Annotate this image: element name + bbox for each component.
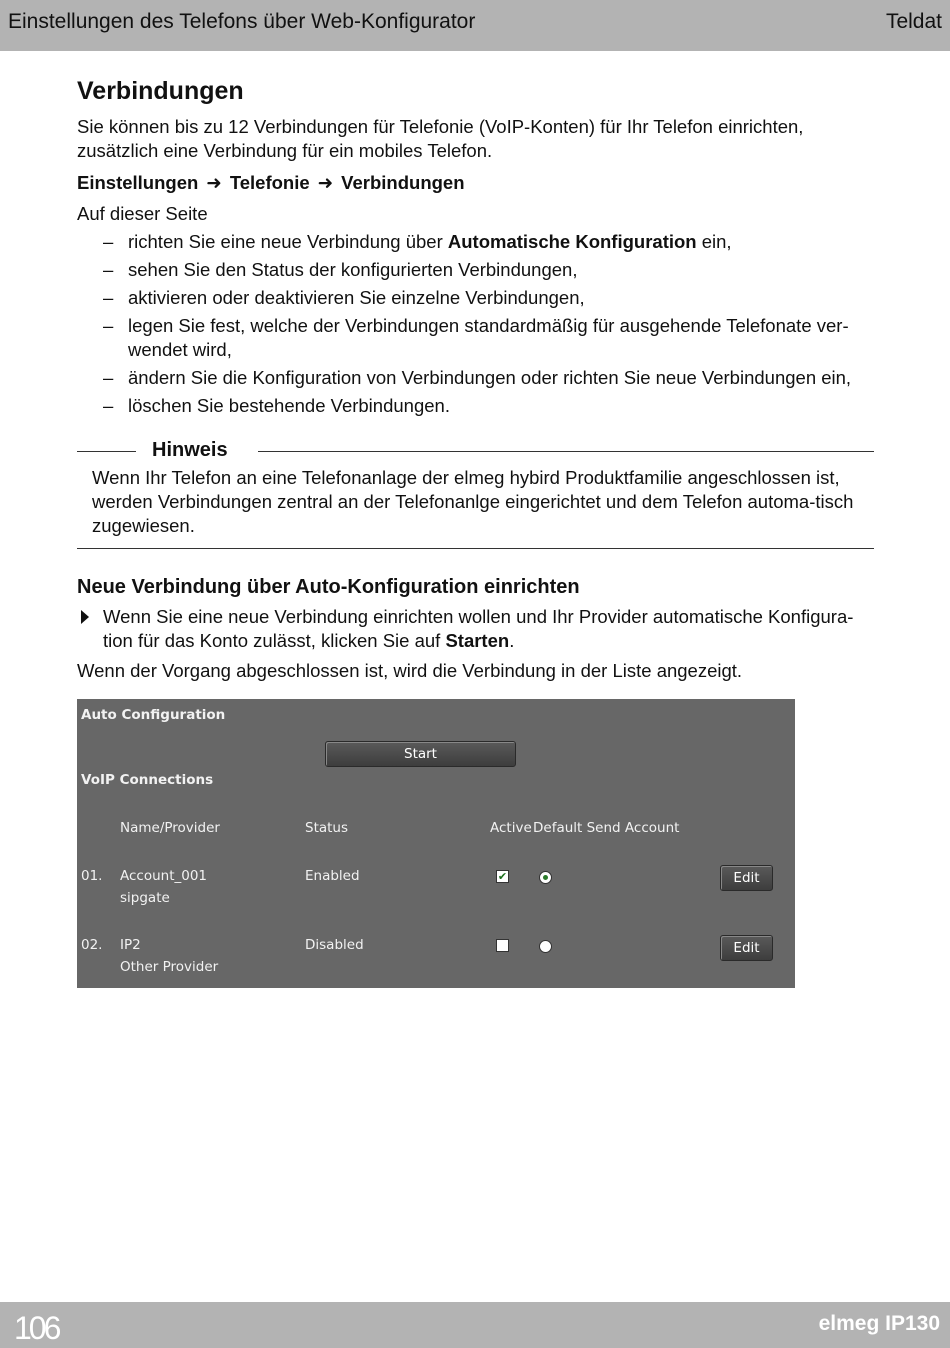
radio-selected-dot xyxy=(543,875,548,880)
subsection-title: Neue Verbindung über Auto-Konfiguration einrichten xyxy=(77,576,580,598)
start-button[interactable]: Start xyxy=(325,741,516,767)
product-name: elmeg IP130 xyxy=(818,1312,940,1335)
step-text: . xyxy=(509,630,515,651)
default-account-radio[interactable] xyxy=(539,871,552,884)
column-header-status: Status xyxy=(305,820,349,836)
arrow-right-icon: ➜ xyxy=(206,172,222,193)
column-header-name: Name/Provider xyxy=(120,820,220,836)
divider xyxy=(77,451,136,452)
section-title: Verbindungen xyxy=(77,77,244,105)
triangle-right-icon xyxy=(81,610,89,624)
list-item-text: löschen Sie bestehende Verbindungen. xyxy=(128,395,450,416)
connection-provider: Other Provider xyxy=(120,959,219,975)
list-item xyxy=(77,258,874,282)
dash-marker: – xyxy=(103,395,114,416)
note-title: Hinweis xyxy=(152,439,228,461)
note-body: Wenn Ihr Telefon an eine Telefonanlage der elmeg hybird Produktfamilie angeschlossen ist, werden Verbindungen zentral an der Telefonanlge eingerichtet und dem Telefon automa-tisch zugewiesen. xyxy=(92,467,854,536)
voip-connections-label: VoIP Connections xyxy=(81,772,214,788)
connection-status: Enabled xyxy=(305,868,360,884)
dash-marker: – xyxy=(103,259,114,280)
result-text: Wenn der Vorgang abgeschlossen ist, wird die Verbindung in der Liste angezeigt. xyxy=(77,660,743,681)
row-number: 02. xyxy=(81,937,103,953)
page-footer xyxy=(0,1302,950,1348)
dash-marker: – xyxy=(103,287,114,308)
list-item xyxy=(77,230,874,254)
list-item xyxy=(77,314,874,362)
note-header xyxy=(77,438,874,464)
divider xyxy=(258,451,874,452)
page-header xyxy=(0,0,950,51)
list-item-text: aktivieren oder deaktivieren Sie einzelne Verbindungen, xyxy=(128,287,585,308)
auto-config-label: Auto Configuration xyxy=(81,707,226,723)
edit-button[interactable]: Edit xyxy=(720,935,773,961)
column-header-active: Active xyxy=(490,820,532,836)
list-item-text: richten Sie eine neue Verbindung über xyxy=(128,231,448,252)
row-number: 01. xyxy=(81,868,103,884)
list-item-bold: Automatische Konfiguration xyxy=(447,231,697,252)
page-number: 106 xyxy=(14,1310,59,1346)
active-checkbox[interactable]: ✔ xyxy=(497,870,508,883)
menu-path xyxy=(77,171,874,195)
menu-path-step-1: Einstellungen xyxy=(77,172,199,193)
step-text: Wenn Sie eine neue Verbindung einrichten wollen und Ihr Provider automatische Konfigura-tion für das Konto zulässt, klicken Sie auf xyxy=(103,606,854,651)
arrow-right-icon: ➜ xyxy=(317,172,334,193)
dash-marker: – xyxy=(103,367,114,388)
list-item-text: legen Sie fest, welche der Verbindungen standardmäßig für ausgehende Telefonate ver-wendet wird, xyxy=(128,315,849,360)
web-configurator-screenshot xyxy=(77,699,795,988)
header-title: Einstellungen des Telefons über Web-Konfigurator xyxy=(8,10,476,33)
menu-path-step-2: Telefonie xyxy=(229,172,310,193)
intro-text: Sie können bis zu 12 Verbindungen für Telefonie (VoIP-Konten) für Ihr Telefon einrichten, zusätzlich eine Verbindung für ein mobiles Telefon. xyxy=(77,116,804,161)
main-content xyxy=(77,75,874,683)
column-header-default: Default Send Account xyxy=(533,820,680,836)
list-item xyxy=(77,286,874,310)
list-lead: Auf dieser Seite xyxy=(77,203,208,224)
connection-provider: sipgate xyxy=(120,890,170,906)
edit-button[interactable]: Edit xyxy=(720,865,773,891)
list-item-text: sehen Sie den Status der konfigurierten Verbindungen, xyxy=(128,259,578,280)
connection-name: IP2 xyxy=(120,937,141,953)
list-item-text: ein, xyxy=(696,231,732,252)
dash-marker: – xyxy=(103,231,114,252)
active-checkbox[interactable] xyxy=(496,939,509,952)
connection-status: Disabled xyxy=(305,937,364,953)
dash-marker: – xyxy=(103,315,114,336)
list-item xyxy=(77,394,874,418)
default-account-radio[interactable] xyxy=(539,940,552,953)
list-item-text: ändern Sie die Konfiguration von Verbindungen oder richten Sie neue Verbindungen ein, xyxy=(128,367,852,388)
feature-list xyxy=(77,230,874,418)
note-box xyxy=(77,438,874,549)
connection-name: Account_001 xyxy=(120,868,208,884)
instruction-step xyxy=(77,605,874,653)
list-item xyxy=(77,366,874,390)
menu-path-step-3: Verbindungen xyxy=(341,172,465,193)
header-brand: Teldat xyxy=(885,10,942,33)
step-bold: Starten xyxy=(445,630,510,651)
